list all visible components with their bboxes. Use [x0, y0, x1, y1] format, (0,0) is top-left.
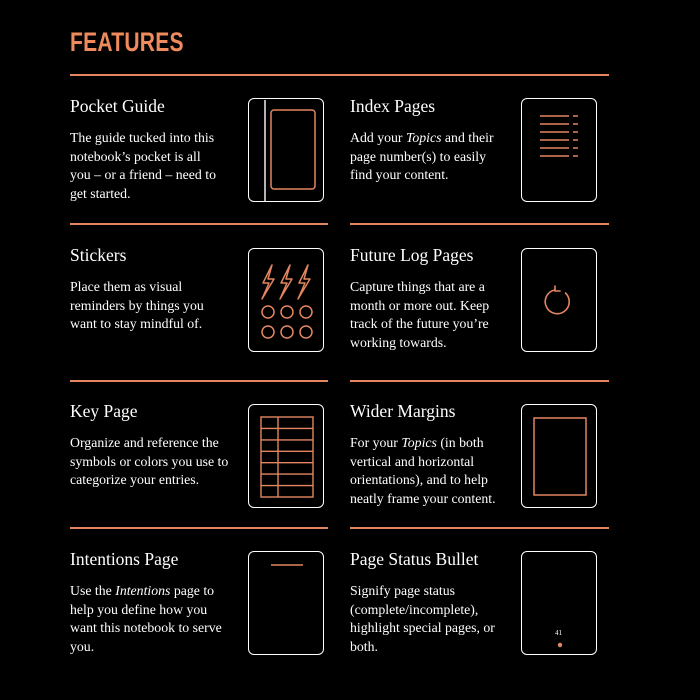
row-divider — [350, 380, 609, 382]
stickers-icon — [248, 248, 324, 352]
feature-title: Wider Margins — [350, 401, 456, 421]
feature-description: Use the Intentions page to help you define how you want this notebook to serve you. — [70, 583, 222, 654]
feature-title: Future Log Pages — [350, 245, 474, 265]
row-divider — [70, 527, 328, 529]
feature-description: For your Topics (in both vertical and horizontal orientations), and to help neatly frame your content. — [350, 435, 496, 506]
row-divider — [350, 527, 609, 529]
row-divider — [70, 380, 328, 382]
feature-description: Place them as visual reminders by things you want to stay mindful of. — [70, 279, 204, 331]
page-status-icon — [521, 551, 597, 655]
index-pages-icon — [521, 98, 597, 202]
row-divider — [350, 223, 609, 225]
page-title: FEATURES — [70, 27, 184, 57]
feature-title: Stickers — [70, 245, 127, 265]
feature-description: Signify page status (complete/incomplete), highlight special pages, or both. — [350, 583, 495, 654]
key-page-icon — [248, 404, 324, 508]
pocket-guide-icon — [248, 98, 324, 202]
page-number: 41 — [555, 629, 562, 637]
future-log-icon — [521, 248, 597, 352]
feature-description: Capture things that are a month or more out. Keep track of the future you’re working towards. — [350, 279, 490, 350]
feature-title: Key Page — [70, 401, 138, 421]
feature-title: Pocket Guide — [70, 96, 165, 116]
feature-title: Index Pages — [350, 96, 436, 116]
intentions-page-icon — [248, 551, 324, 655]
feature-title: Intentions Page — [70, 549, 179, 569]
wider-margins-icon — [521, 404, 597, 508]
feature-description: Add your Topics and their page number(s) to easily find your content. — [350, 130, 494, 182]
row-divider — [70, 223, 328, 225]
feature-description: Organize and reference the symbols or colors you use to categorize your entries. — [70, 435, 229, 487]
top-divider — [70, 74, 609, 76]
feature-description: The guide tucked into this notebook’s pocket is all you – or a friend – need to get started. — [70, 130, 216, 201]
feature-title: Page Status Bullet — [350, 549, 479, 569]
